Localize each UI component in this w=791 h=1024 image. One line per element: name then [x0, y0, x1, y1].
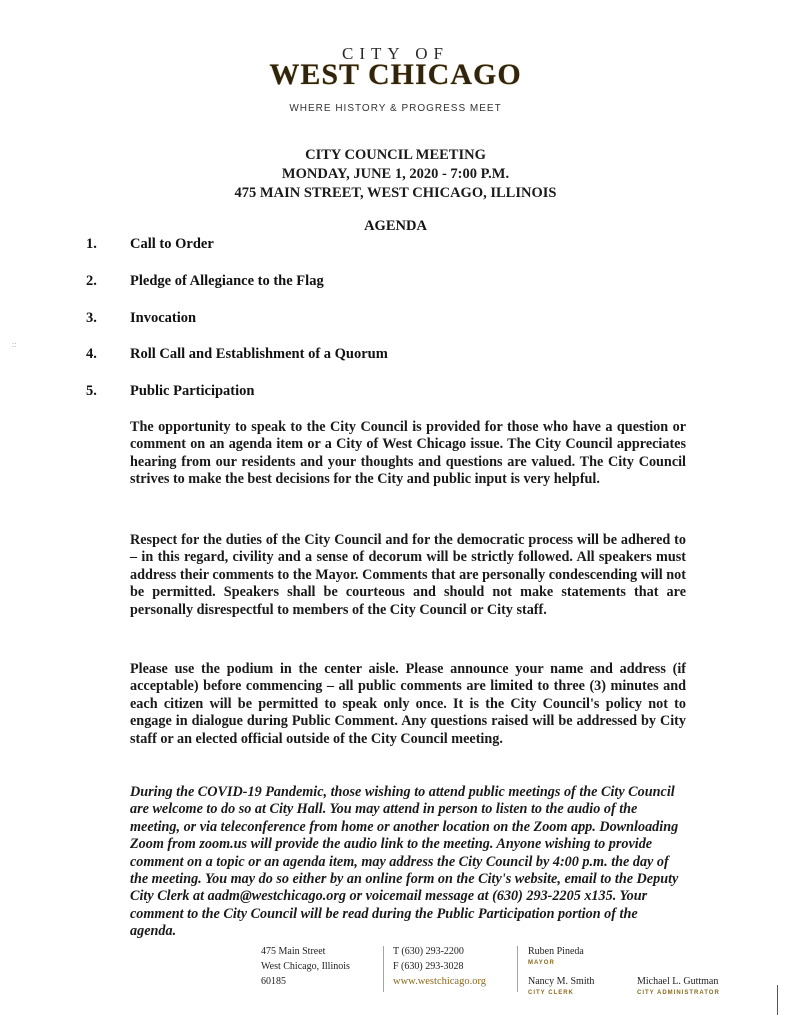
meeting-date: MONDAY, JUNE 1, 2020 - 7:00 P.M.	[281, 166, 510, 182]
administrator-name: Michael L. Guttman	[637, 976, 719, 987]
footer-address	[261, 944, 350, 989]
agenda-item-label: Call to Order	[130, 236, 214, 252]
footer-website-link[interactable]: www.westchicago.org	[393, 976, 487, 987]
agenda-item	[86, 346, 388, 363]
agenda-title: AGENDA	[364, 218, 427, 234]
footer-contact	[393, 944, 486, 989]
agenda-item-number: 5.	[86, 383, 97, 399]
margin-mark: ::	[12, 340, 17, 349]
agenda-item-number: 3.	[86, 310, 97, 326]
agenda-item	[86, 236, 214, 253]
logo-city-of: CITY OF	[341, 44, 449, 63]
clerk-title: CITY CLERK	[528, 990, 574, 996]
footer-city: West Chicago, Illinois	[261, 961, 350, 972]
footer-clerk	[528, 974, 594, 997]
meeting-address: 475 MAIN STREET, WEST CHICAGO, ILLINOIS	[234, 185, 557, 201]
covid-note: During the COVID-19 Pandemic, those wishing to attend public meetings of the City Council are welcome to do so at City Hall. You may attend in person to listen to the audio of the meeting, or via teleconference from home or another location on the Zoom app. Downloading Zoom from zoom.us will provide the audio link to the meeting. Anyone wishing to provide comment on a topic or an agenda item, may address the City Council by 4:00 p.m. the day of the meeting. You may do so either by an online form on the City's website, email to the Deputy City Clerk at aadm@westchicago.org or voicemail message at (630) 293-2205 x135. Your comment to the City Council will be read during the Public Participation portion of the agenda.	[130, 784, 679, 940]
agenda-item-number: 1.	[86, 236, 97, 252]
footer-divider	[383, 946, 384, 992]
agenda-item-label: Public Participation	[130, 383, 255, 399]
meeting-title: CITY COUNCIL MEETING	[305, 147, 486, 163]
footer-administrator	[637, 974, 720, 997]
public-participation-paragraph: The opportunity to speak to the City Council is provided for those who have a question or comment on an agenda item or a City of West Chicago issue. The City Council appreciates hearing from our residents and your thoughts and questions are valued. The City Council strives to make the best decisions for the City and public input is very helpful.	[130, 419, 686, 488]
footer-phone: T (630) 293-2200	[393, 946, 464, 957]
footer-zip: 60185	[261, 976, 286, 987]
agenda-item-label: Invocation	[130, 310, 197, 326]
agenda-item-label: Pledge of Allegiance to the Flag	[130, 273, 324, 289]
agenda-item-number: 4.	[86, 346, 97, 362]
logo-west-chicago: WEST CHICAGO	[269, 58, 522, 91]
footer-fax: F (630) 293-3028	[393, 961, 464, 972]
podium-paragraph: Please use the podium in the center aisle. Please announce your name and address (if acceptable) before commencing – all public comments are limited to three (3) minutes and each citizen will be permitted to speak only once. It is the City Council's policy not to engage in dialogue during Public Comment. Any questions raised will be addressed by City staff or an elected official outside of the City Council meeting.	[130, 661, 686, 747]
footer-divider	[517, 946, 518, 992]
footer-mayor	[528, 944, 584, 967]
agenda-item	[86, 310, 196, 327]
scan-edge-line	[777, 985, 778, 1015]
mayor-name: Ruben Pineda	[528, 946, 584, 957]
agenda-item	[86, 273, 324, 290]
footer-street: 475 Main Street	[261, 946, 326, 957]
decorum-paragraph: Respect for the duties of the City Council and for the democratic process will be adhered to – in this regard, civility and a sense of decorum will be strictly followed. All speakers must address their comments to the Mayor. Comments that are personally condescending will not be permitted. Speakers shall be courteous and should not make statements that are personally disrespectful to members of the City Council or City staff.	[130, 532, 686, 618]
agenda-item-label: Roll Call and Establishment of a Quorum	[130, 346, 388, 362]
agenda-item	[86, 383, 254, 400]
mayor-title: MAYOR	[528, 960, 555, 966]
meeting-header	[0, 146, 791, 203]
clerk-name: Nancy M. Smith	[528, 976, 595, 987]
administrator-title: CITY ADMINISTRATOR	[637, 990, 720, 996]
agenda-item-number: 2.	[86, 273, 97, 289]
logo-tagline: WHERE HISTORY & PROGRESS MEET	[289, 103, 502, 114]
